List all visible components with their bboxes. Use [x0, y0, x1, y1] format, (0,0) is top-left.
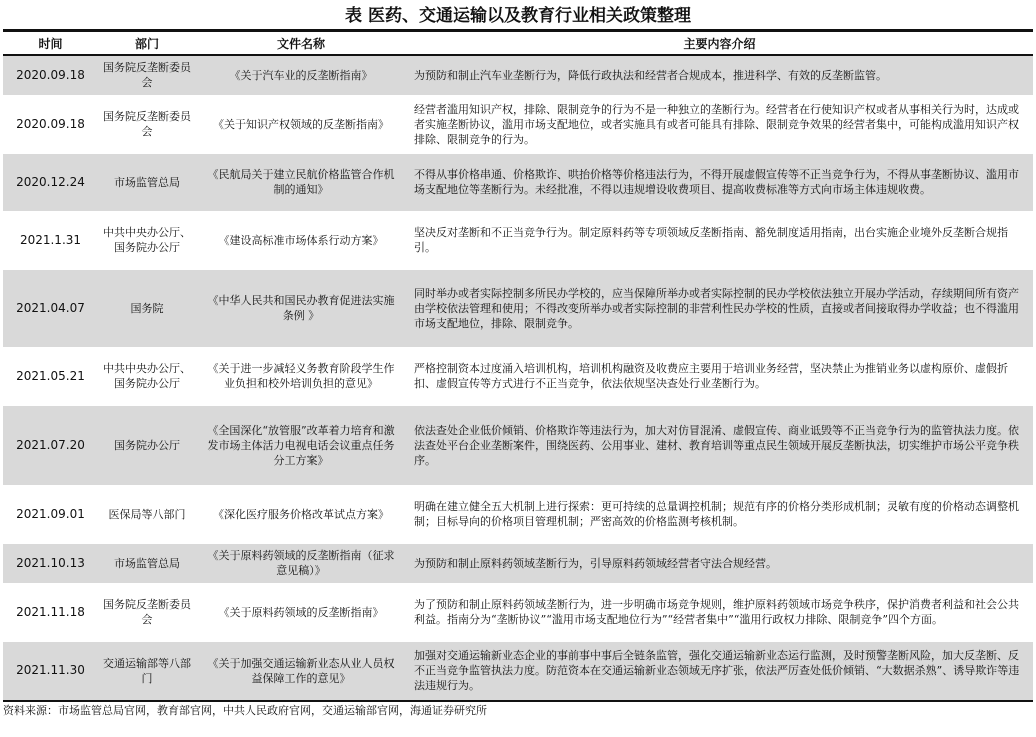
cell-content: 依法查处企业低价倾销、价格欺诈等违法行为，加大对仿冒混淆、虚假宣传、商业诋毁等不正当竞争行为的监管执法力度。依法查处平台企业垄断案件，围绕医药、公用事业、建材、教育培训等重点民生领域开展反垄断执法，切实维护市场公平竞争秩序。	[406, 405, 1033, 485]
cell-doc: 《关于原料药领域的反垄断指南》	[196, 583, 406, 641]
table-row	[3, 641, 1033, 701]
policy-table	[3, 32, 1033, 702]
cell-content: 为预防和制止汽车业垄断行为，降低行政执法和经营者合规成本，推进科学、有效的反垄断监管。	[406, 55, 1033, 95]
table-row	[3, 543, 1033, 583]
header-row	[3, 32, 1033, 55]
table-row	[3, 55, 1033, 95]
cell-content: 同时举办或者实际控制多所民办学校的，应当保障所举办或者实际控制的民办学校依法独立开展办学活动，存续期间所有资产由学校依法管理和使用；不得改变所举办或者实际控制的非营利性民办学校的性质，直接或者间接取得办学收益；也不得滥用市场支配地位，排除、限制竞争。	[406, 269, 1033, 347]
header-dept: 部门	[98, 32, 196, 55]
table-row	[3, 485, 1033, 543]
table-row	[3, 269, 1033, 347]
source-note: 资料来源：市场监管总局官网，教育部官网，中共人民政府官网，交通运输部官网，海通证券研究所	[3, 704, 487, 717]
cell-dept: 国务院反垄断委员会	[98, 55, 196, 95]
cell-dept: 中共中央办公厅、国务院办公厅	[98, 347, 196, 405]
table-title: 表 医药、交通运输以及教育行业相关政策整理	[3, 0, 1033, 32]
header-content: 主要内容介绍	[406, 32, 1033, 55]
cell-date: 2021.07.20	[3, 405, 98, 485]
table-row	[3, 211, 1033, 269]
cell-content: 坚决反对垄断和不正当竞争行为。制定原料药等专项领域反垄断指南、豁免制度适用指南，出台实施企业境外反垄断合规指引。	[406, 211, 1033, 269]
cell-date: 2020.09.18	[3, 55, 98, 95]
cell-date: 2021.1.31	[3, 211, 98, 269]
cell-doc: 《关于原料药领域的反垄断指南（征求意见稿）》	[196, 543, 406, 583]
cell-doc: 《中华人民共和国民办教育促进法实施条例 》	[196, 269, 406, 347]
table-row	[3, 405, 1033, 485]
cell-date: 2021.11.18	[3, 583, 98, 641]
cell-date: 2021.10.13	[3, 543, 98, 583]
cell-doc: 《关于汽车业的反垄断指南》	[196, 55, 406, 95]
cell-content: 经营者滥用知识产权，排除、限制竞争的行为不是一种独立的垄断行为。经营者在行使知识产权或者从事相关行为时，达成或者实施垄断协议，滥用市场支配地位，或者实施具有或者可能具有排除、限制竞争效果的经营者集中，可能构成滥用知识产权排除、限制竞争的行为。	[406, 95, 1033, 153]
cell-content: 明确在建立健全五大机制上进行探索：更可持续的总量调控机制；规范有序的价格分类形成机制；灵敏有度的价格动态调整机制；目标导向的价格项目管理机制；严密高效的价格监测考核机制。	[406, 485, 1033, 543]
cell-doc: 《深化医疗服务价格改革试点方案》	[196, 485, 406, 543]
cell-date: 2020.12.24	[3, 153, 98, 211]
cell-doc: 《民航局关于建立民航价格监管合作机制的通知》	[196, 153, 406, 211]
header-date: 时间	[3, 32, 98, 55]
cell-dept: 市场监管总局	[98, 153, 196, 211]
cell-doc: 《关于加强交通运输新业态从业人员权益保障工作的意见》	[196, 641, 406, 701]
policy-table-figure	[3, 0, 1033, 720]
cell-doc: 《关于进一步减轻义务教育阶段学生作业负担和校外培训负担的意见》	[196, 347, 406, 405]
table-row	[3, 153, 1033, 211]
header-doc: 文件名称	[196, 32, 406, 55]
cell-dept: 市场监管总局	[98, 543, 196, 583]
cell-content: 加强对交通运输新业态企业的事前事中事后全链条监管，强化交通运输新业态运行监测，及时预警垄断风险，加大反垄断、反不正当竞争监管执法力度。防范资本在交通运输新业态领域无序扩张，依法严厉查处低价倾销、“大数据杀熟”、诱导欺诈等违法违规行为。	[406, 641, 1033, 701]
cell-doc: 《全国深化“放管服”改革着力培育和激发市场主体活力电视电话会议重点任务分工方案》	[196, 405, 406, 485]
cell-dept: 交通运输部等八部门	[98, 641, 196, 701]
cell-date: 2021.09.01	[3, 485, 98, 543]
cell-dept: 国务院反垄断委员会	[98, 95, 196, 153]
cell-dept: 中共中央办公厅、国务院办公厅	[98, 211, 196, 269]
cell-doc: 《建设高标准市场体系行动方案》	[196, 211, 406, 269]
table-row	[3, 583, 1033, 641]
cell-content: 不得从事价格串通、价格欺诈、哄抬价格等价格违法行为，不得开展虚假宣传等不正当竞争行为，不得从事垄断协议、滥用市场支配地位等垄断行为。未经批准，不得以违规增设收费项目、提高收费标准等方式向市场主体违规收费。	[406, 153, 1033, 211]
cell-dept: 国务院	[98, 269, 196, 347]
table-row	[3, 95, 1033, 153]
cell-dept: 国务院办公厅	[98, 405, 196, 485]
cell-doc: 《关于知识产权领域的反垄断指南》	[196, 95, 406, 153]
cell-dept: 医保局等八部门	[98, 485, 196, 543]
cell-content: 严格控制资本过度涌入培训机构，培训机构融资及收费应主要用于培训业务经营，坚决禁止为推销业务以虚构原价、虚假折扣、虚假宣传等方式进行不正当竞争，依法依规坚决查处行业垄断行为。	[406, 347, 1033, 405]
cell-content: 为了预防和制止原料药领域垄断行为，进一步明确市场竞争规则，维护原料药领域市场竞争秩序，保护消费者利益和社会公共利益。指南分为“垄断协议”“滥用市场支配地位行为”“经营者集中”“滥用行政权力排除、限制竞争”四个方面。	[406, 583, 1033, 641]
cell-date: 2021.11.30	[3, 641, 98, 701]
table-row	[3, 347, 1033, 405]
cell-date: 2021.04.07	[3, 269, 98, 347]
cell-content: 为预防和制止原料药领域垄断行为，引导原料药领域经营者守法合规经营。	[406, 543, 1033, 583]
cell-date: 2021.05.21	[3, 347, 98, 405]
cell-date: 2020.09.18	[3, 95, 98, 153]
cell-dept: 国务院反垄断委员会	[98, 583, 196, 641]
